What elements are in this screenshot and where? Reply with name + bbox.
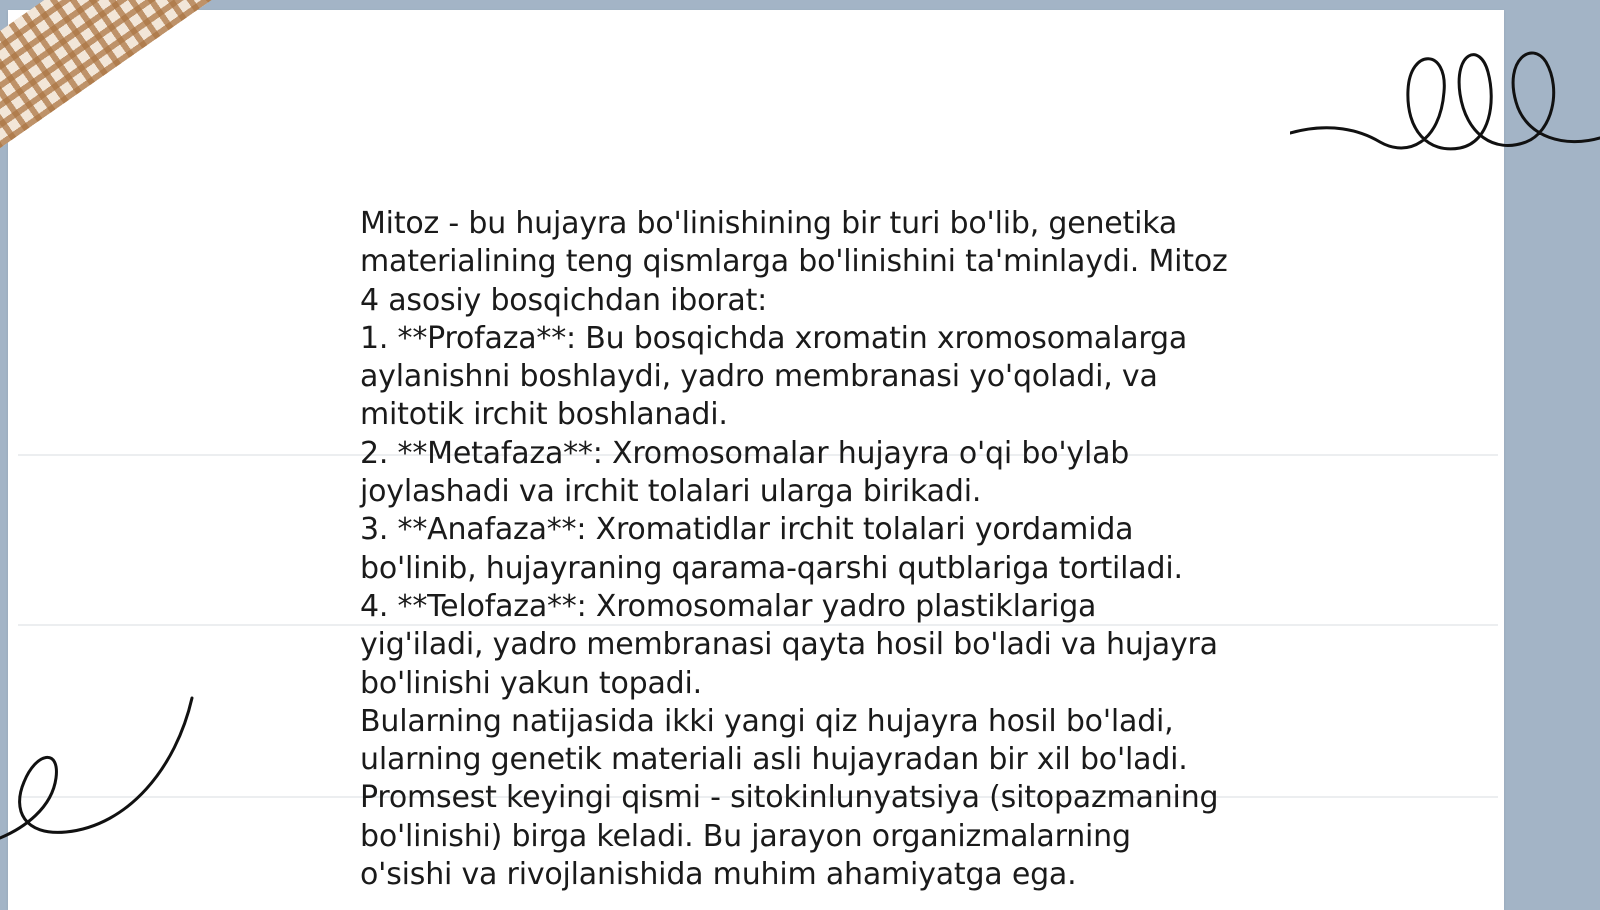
text-line: Promsest keyingi qismi - sitokinlunyatsiya (sitopazmaning [360,780,1219,816]
text-line: Mitoz - bu hujayra bo'linishining bir turi bo'lib, genetika [360,206,1178,241]
text-line: o'sishi va rivojlanishida muhim ahamiyatga ega. [360,857,1077,893]
text-line: joylashadi va irchit tolalari ularga birikadi. [360,474,982,510]
text-line: 1. **Profaza**: Bu bosqichda xromatin xromosomalarga [360,320,1188,356]
text-line: 4. **Telofaza**: Xromosomalar yadro plastiklariga [360,588,1097,624]
text-line: bo'linishi yakun topadi. [360,665,702,701]
mitosis-description-text [360,205,1260,894]
text-line: 4 asosiy bosqichdan iborat: [360,282,768,318]
text-line: aylanishni boshlaydi, yadro membranasi yo'qoladi, va [360,359,1158,395]
text-line: mitotik irchit boshlanadi. [360,397,728,433]
text-line: bo'linib, hujayraning qarama-qarshi qutblariga tortiladi. [360,550,1183,586]
loop-squiggle-top-right [1290,30,1600,170]
text-line: Bularning natijasida ikki yangi qiz hujayra hosil bo'ladi, [360,703,1174,739]
text-line: yig'iladi, yadro membranasi qayta hosil bo'ladi va hujayra [360,627,1218,663]
text-line: 3. **Anafaza**: Xromatidlar irchit tolalari yordamida [360,512,1134,548]
text-line: bo'linishi) birga keladi. Bu jarayon organizmalarning [360,818,1131,854]
text-line: materialining teng qismlarga bo'linishini ta'minlaydi. Mitoz [360,244,1228,280]
text-line: 2. **Metafaza**: Xromosomalar hujayra o'qi bo'ylab [360,435,1130,471]
text-line: ularning genetik materiali asli hujayradan bir xil bo'ladi. [360,742,1188,778]
loop-squiggle-bottom-left [0,690,200,850]
